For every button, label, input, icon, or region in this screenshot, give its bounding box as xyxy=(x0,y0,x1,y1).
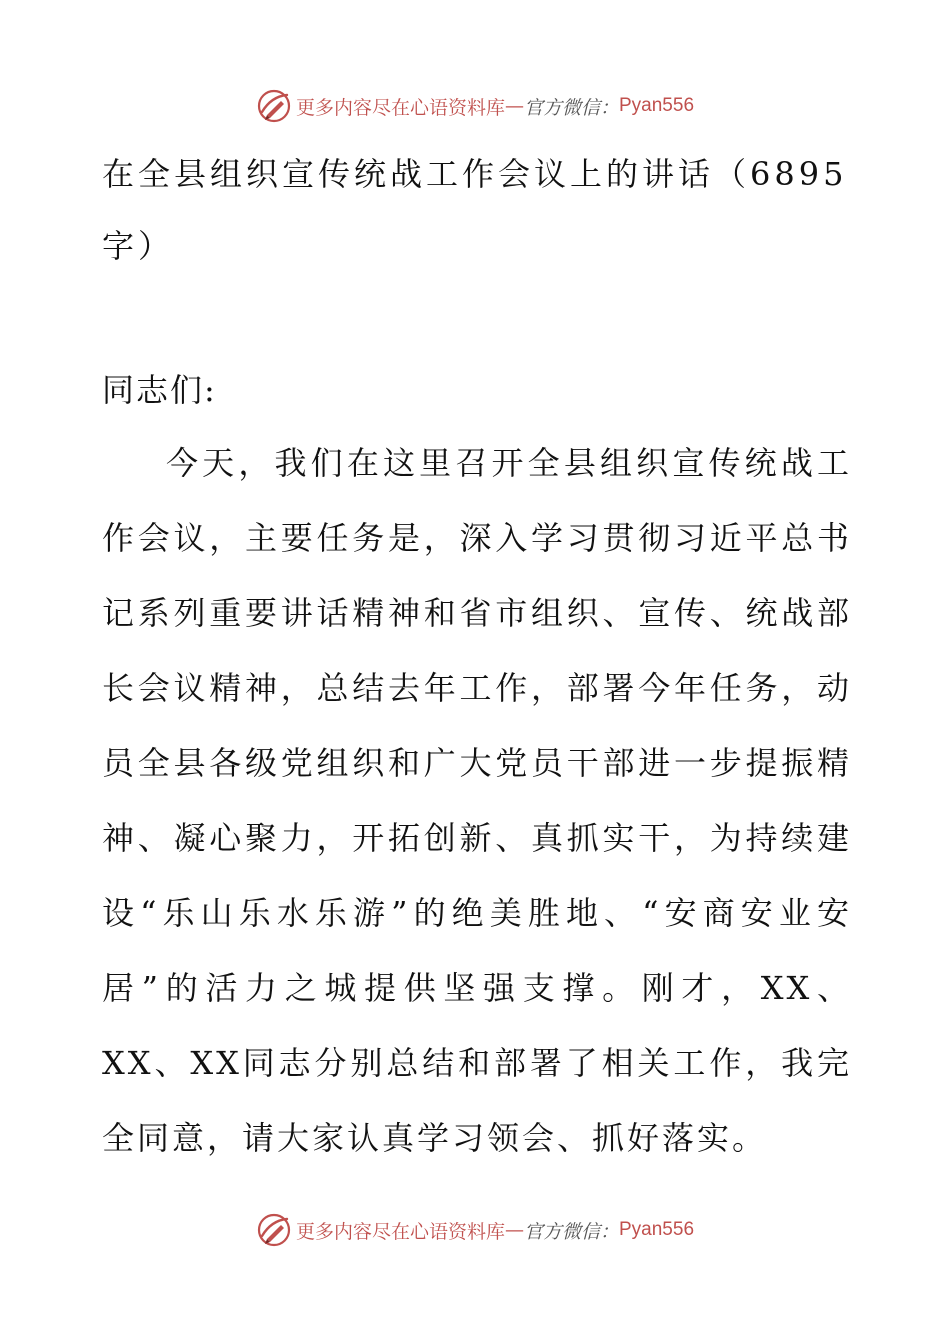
watermark-separator: — xyxy=(504,1219,524,1241)
footer-watermark xyxy=(0,1208,950,1252)
document-body xyxy=(102,138,852,1176)
watermark-main-text: 更多内容尽在心语资料库 xyxy=(295,1220,505,1243)
salutation: 同志们: xyxy=(102,371,217,409)
pen-circle-logo-icon xyxy=(256,88,292,124)
header-watermark xyxy=(0,84,950,128)
watermark-wechat-id: Pyan556 xyxy=(619,1219,695,1240)
pen-circle-logo-icon xyxy=(256,1212,292,1248)
watermark-wechat-id: Pyan556 xyxy=(619,95,695,116)
document-title: 在全县组织宣传统战工作会议上的讲话（6895字） xyxy=(102,155,848,265)
watermark-main-text: 更多内容尽在心语资料库 xyxy=(295,96,505,119)
watermark-separator: — xyxy=(504,95,524,117)
body-paragraph: 今天，我们在这里召开全县组织宣传统战工作会议，主要任务是，深入学习贯彻习近平总书记系列重要讲话精神和省市组织、宣传、统战部长会议精神，总结去年工作，部署今年任务，动员全县各级党组织和广大党员干部进一步提振精神、凝心聚力，开拓创新、真抓实干，为持续建设“乐山乐水乐游”的绝美胜地、“安商安业安居”的活力之城提供坚强支撑。刚才，XX、XX、XX同志分别总结和部署了相关工作，我完全同意，请大家认真学习领会、抓好落实。 xyxy=(102,444,852,1157)
watermark-label: 官方微信： xyxy=(523,96,619,119)
watermark-label: 官方微信： xyxy=(523,1220,619,1243)
